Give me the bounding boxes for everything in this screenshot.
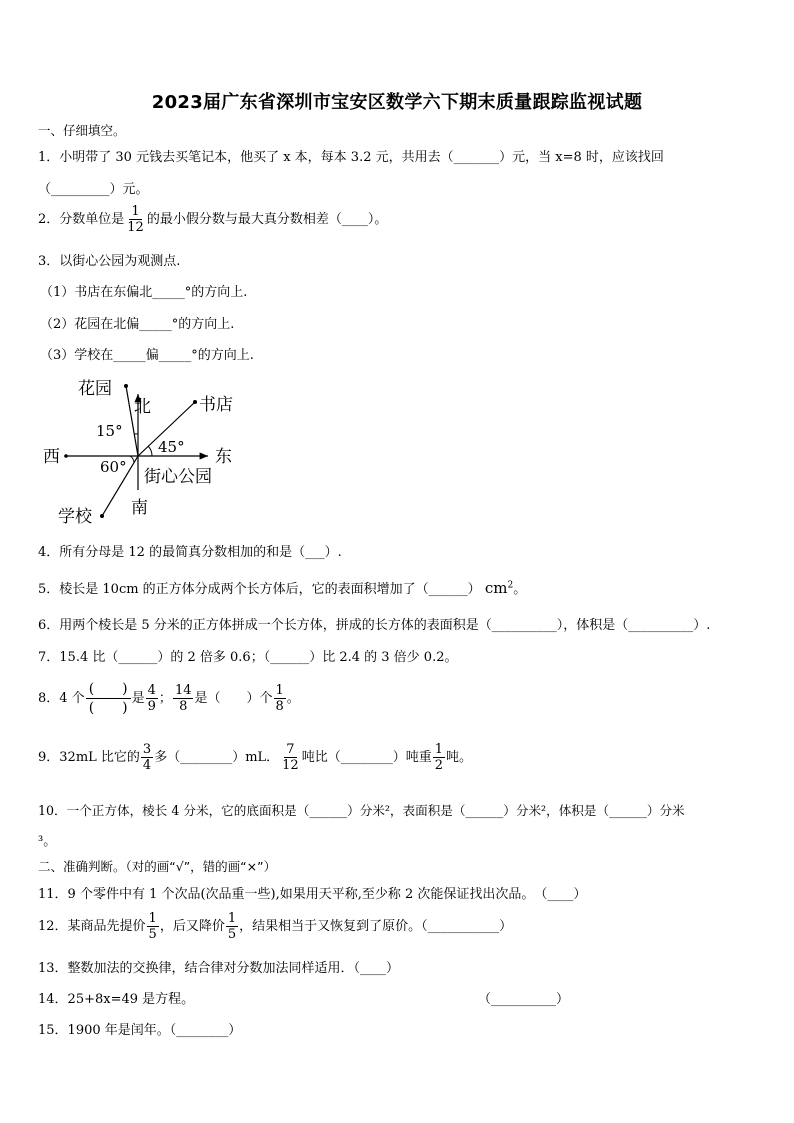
- question-1-line-1: 1．小明带了 30 元钱去买笔记本，他买了 x 本，每本 3.2 元，共用去（_______）元，当 x=8 时，应该找回: [38, 150, 664, 165]
- question-7: 7．15.4 比（______）的 2 倍多 0.6；（______）比 2.4 的 3 倍少 0.2。: [38, 650, 458, 665]
- question-10-line-1: 10．一个正方体，棱长 4 分米，它的底面积是（______）分米²，表面积是（______）分米²，体积是（______）分米: [38, 803, 685, 818]
- school-point: [100, 514, 104, 518]
- section-heading-fill: 一、仔细填空。: [38, 123, 126, 138]
- question-4: 4．所有分母是 12 的最简真分数相加的和是（___）.: [38, 545, 342, 560]
- question-15: 15．1900 年是闰年。（________）: [38, 1023, 242, 1038]
- fraction-14-8: $\frac{14}{8}$: [174, 683, 192, 714]
- label-bookstore: 书店: [199, 395, 233, 415]
- west-point: [64, 454, 68, 458]
- label-angle-60: 60°: [100, 458, 127, 476]
- question-12: [38, 912, 512, 941]
- question-2-pre: 2．分数单位是: [38, 212, 125, 227]
- label-north: 北: [134, 397, 151, 417]
- question-8-mid-3: 是（ ）个: [194, 691, 273, 706]
- question-12-pre: 12．某商品先提价: [38, 919, 146, 934]
- bookstore-point: [193, 400, 197, 404]
- question-3-sub-2: （2）花园在北偏_____°的方向上.: [40, 317, 235, 332]
- fraction-1-5-a: $\frac{1}{5}$: [148, 911, 157, 942]
- label-east: 东: [215, 447, 232, 467]
- question-1-line-2: （_________）元。: [38, 182, 149, 197]
- question-9: [38, 743, 472, 772]
- label-angle-15: 15°: [96, 422, 123, 440]
- label-school: 学校: [58, 507, 92, 527]
- fraction-1-5-b: $\frac{1}{5}$: [227, 911, 237, 942]
- question-9-mid-1: 多（________）mL．: [154, 750, 280, 765]
- fraction-blank: $\frac{( )}{( )}$: [86, 680, 131, 717]
- question-8-mid-2: ；: [158, 691, 172, 706]
- question-12-mid: ，后又降价: [159, 919, 225, 934]
- angle-60-arc: [130, 456, 134, 463]
- question-2: [38, 205, 387, 234]
- question-3-sub-3: （3）学校在_____偏_____°的方向上.: [40, 348, 254, 363]
- question-5-unit: cm: [484, 579, 508, 597]
- question-5: [38, 578, 526, 597]
- question-6: 6．用两个棱长是 5 分米的正方体拼成一个长方体，拼成的长方体的表面积是（__________），体积是（__________）.: [38, 618, 711, 633]
- fraction-1-2: $\frac{1}{2}$: [434, 742, 443, 773]
- label-center: 街心公园: [144, 467, 212, 487]
- fraction-1-12: $\frac{1}{12}$: [127, 204, 144, 235]
- question-12-post: ，结果相当于又恢复到了原价。（___________）: [239, 919, 513, 934]
- label-angle-45: 45°: [158, 438, 185, 456]
- fraction-4-9: $\frac{4}{9}$: [147, 683, 156, 714]
- garden-point: [124, 384, 128, 388]
- question-5-post: 。: [513, 582, 527, 597]
- label-south: 南: [131, 498, 148, 518]
- question-8: [38, 680, 300, 717]
- label-west: 西: [43, 447, 60, 467]
- question-10-line-2: ³。: [38, 834, 57, 849]
- question-9-post: 吨。: [446, 750, 473, 765]
- section-heading-judge: 二、准确判断。（对的画“√”，错的画“×”）: [38, 859, 277, 874]
- question-14-answer-blank: （__________）: [478, 992, 570, 1007]
- fraction-1-8: $\frac{1}{8}$: [275, 683, 284, 714]
- question-9-mid-2: 吨比（________）吨重: [301, 750, 432, 765]
- question-5-unit-sup: 2: [507, 580, 514, 591]
- question-5-pre: 5．棱长是 10cm 的正方体分成两个长方体后，它的表面积增加了（______）: [38, 582, 481, 597]
- question-14: 14．25+8x=49 是方程。: [38, 992, 195, 1007]
- question-8-post: 。: [286, 691, 300, 706]
- page-title: 2023届广东省深圳市宝安区数学六下期末质量跟踪监视试题: [151, 92, 643, 113]
- question-8-mid-1: 是: [131, 691, 145, 706]
- direction-diagram: [38, 372, 248, 527]
- question-3-sub-1: （1）书店在东偏北_____°的方向上.: [40, 285, 248, 300]
- angle-45-arc: [148, 446, 152, 456]
- question-2-post: 的最小假分数与最大真分数相差（____）。: [146, 212, 388, 227]
- question-3-stem: 3．以街心公园为观测点.: [38, 254, 181, 269]
- question-9-pre: 9．32mL 比它的: [38, 750, 140, 765]
- fraction-3-4: $\frac{3}{4}$: [142, 742, 152, 773]
- question-13: 13．整数加法的交换律，结合律对分数加法同样适用．（____）: [38, 961, 400, 976]
- fraction-7-12: $\frac{7}{12}$: [282, 742, 299, 773]
- question-8-pre: 8．4 个: [38, 691, 85, 706]
- question-11: 11．9 个零件中有 1 个次品(次品重一些),如果用天平称,至少称 2 次能保证找出次品。 （____）: [38, 887, 587, 902]
- label-garden: 花园: [78, 379, 112, 399]
